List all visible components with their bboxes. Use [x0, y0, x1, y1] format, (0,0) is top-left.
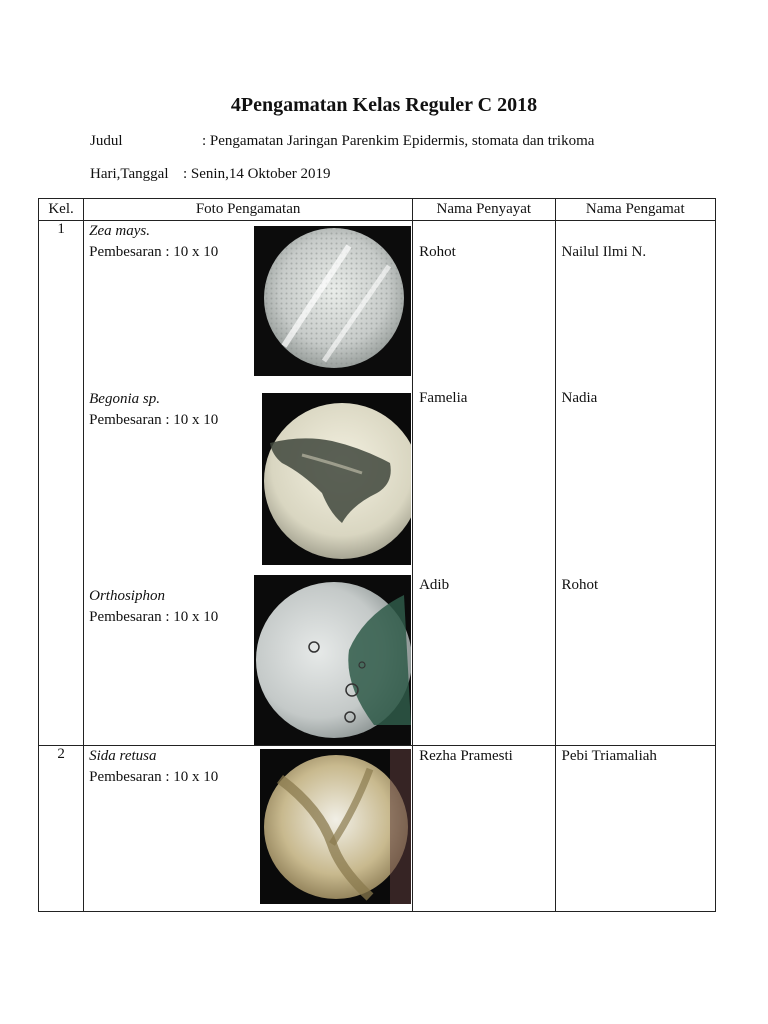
- penyayat-name: Adib: [419, 577, 450, 593]
- table-row: [39, 746, 716, 912]
- species-name: Begonia sp.: [89, 391, 160, 407]
- pengamat-name: Nailul Ilmi N.: [561, 244, 647, 260]
- sample-caption: [89, 586, 218, 628]
- page-title: 4Pengamatan Kelas Reguler C 2018: [230, 94, 538, 116]
- observation-table: [38, 198, 716, 912]
- magnification-text: Pembesaran : 10 x 10: [89, 244, 219, 260]
- penyayat-name: Famelia: [419, 390, 468, 406]
- judul-value: : Pengamatan Jaringan Parenkim Epidermis, stomata dan trikoma: [202, 133, 595, 149]
- group-number: 2: [39, 746, 84, 912]
- pengamat-name: Nadia: [561, 390, 598, 406]
- header-penyayat: Nama Penyayat: [413, 199, 555, 221]
- species-name: Orthosiphon: [89, 588, 165, 604]
- magnification-text: Pembesaran : 10 x 10: [89, 412, 219, 428]
- group-number: 1: [39, 221, 84, 746]
- magnification-text: Pembesaran : 10 x 10: [89, 769, 219, 785]
- pengamat-name: Rohot: [561, 577, 599, 593]
- penyayat-cell: [413, 221, 555, 746]
- micrograph-image: [254, 575, 411, 745]
- penyayat-name: Rohot: [419, 244, 456, 260]
- judul-label: Judul: [90, 133, 123, 149]
- penyayat-cell: [413, 746, 555, 912]
- table-row: [39, 221, 716, 746]
- header-pengamat: Nama Pengamat: [555, 199, 716, 221]
- magnification-text: Pembesaran : 10 x 10: [89, 609, 219, 625]
- hari-label: Hari,Tanggal: [90, 166, 169, 182]
- micrograph-image: [260, 749, 411, 904]
- hari-value: : Senin,14 Oktober 2019: [183, 166, 331, 182]
- species-name: Sida retusa: [89, 748, 157, 764]
- penyayat-name: Rezha Pramesti: [419, 748, 513, 764]
- micrograph-image: [254, 226, 411, 376]
- header-foto: Foto Pengamatan: [84, 199, 413, 221]
- sample-caption: [89, 221, 218, 263]
- pengamat-cell: [555, 746, 716, 912]
- photo-cell: [84, 746, 413, 912]
- pengamat-cell: [555, 221, 716, 746]
- photo-cell: [84, 221, 413, 746]
- species-name: Zea mays.: [89, 223, 150, 239]
- header-kel: Kel.: [39, 199, 84, 221]
- micrograph-image: [262, 393, 411, 565]
- table-header-row: [39, 199, 716, 221]
- sample-caption: [89, 746, 218, 788]
- sample-caption: [89, 389, 218, 431]
- pengamat-name: Pebi Triamaliah: [561, 748, 657, 764]
